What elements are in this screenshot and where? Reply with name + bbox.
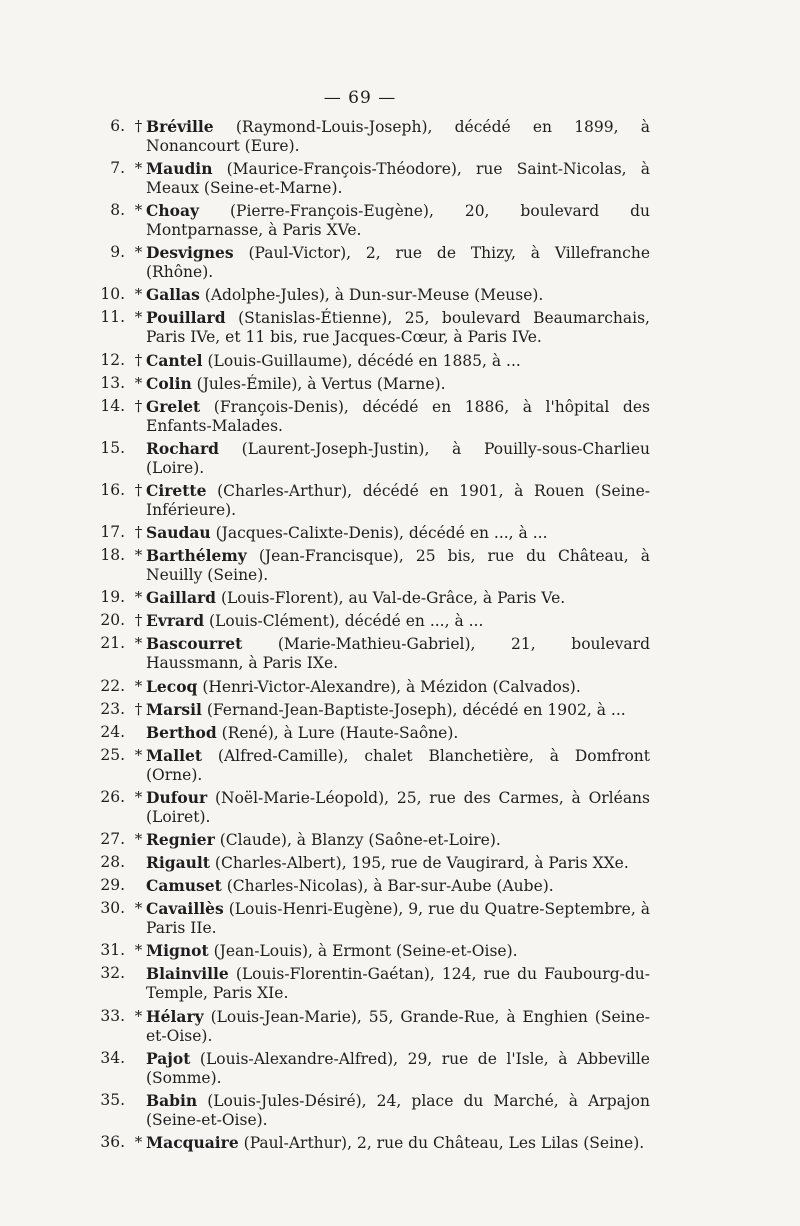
entry-mark: *: [134, 1132, 143, 1151]
entry-name: Evrard: [146, 611, 205, 631]
entry-number: 25.: [100, 745, 125, 764]
entry-details: (Louis-Guillaume), décédé en 1885, à ...: [207, 351, 521, 370]
entry-number: 15.: [100, 438, 125, 457]
entry-number: 19.: [100, 588, 125, 607]
list-item: [94, 1049, 650, 1088]
entry-name: Pouillard: [146, 308, 226, 328]
entry-text: [146, 964, 650, 1003]
entry-name: Bascourret: [146, 634, 243, 654]
entry-number: 27.: [100, 829, 125, 848]
entry-mark: *: [134, 308, 143, 327]
entry-text: [146, 159, 650, 198]
list-item: [94, 285, 650, 305]
list-item: [94, 746, 650, 785]
entry-details: (Paul-Arthur), 2, rue du Château, Les Lilas (Seine).: [243, 1133, 645, 1152]
list-item: [94, 397, 650, 436]
entry-name: Rochard: [146, 438, 219, 458]
entry-mark: *: [134, 373, 143, 392]
entry-mark: *: [134, 201, 143, 220]
entry-text: [146, 1091, 650, 1130]
entry-mark: †: [134, 480, 143, 499]
entry-name: Cirette: [146, 480, 207, 500]
entry-details: (Raymond-Louis-Joseph), décédé en 1899, à Nonancourt (Eure).: [146, 118, 650, 155]
entry-details: (Alfred-Camille), chalet Blanchetière, à Domfront (Orne).: [146, 746, 650, 784]
entry-text: [146, 1133, 650, 1153]
entry-number: 8.: [110, 201, 125, 220]
entry-mark: †: [134, 699, 143, 718]
list-item: [94, 439, 650, 478]
list-item: [94, 1133, 650, 1153]
entry-mark: *: [134, 745, 143, 764]
list-item: [94, 853, 650, 873]
entry-details: (Louis-Alexandre-Alfred), 29, rue de l'Isle, à Abbeville (Somme).: [146, 1049, 650, 1087]
entry-number: 17.: [100, 523, 125, 542]
entry-number: 16.: [100, 480, 125, 499]
entry-details: (Marie-Mathieu-Gabriel), 21, boulevard Haussmann, à Paris IXe.: [146, 635, 650, 673]
entry-mark: *: [134, 1006, 143, 1025]
entry-name: Berthod: [146, 722, 217, 742]
entry-number: 14.: [100, 396, 125, 415]
entry-text: [146, 723, 650, 743]
page-number: — 69 —: [323, 88, 397, 108]
entry-number: 11.: [100, 308, 125, 327]
entry-text: [146, 611, 650, 631]
list-item: [94, 1007, 650, 1046]
entry-number: 23.: [100, 699, 125, 718]
entry-details: (Paul-Victor), 2, rue de Thizy, à Villefranche (Rhône).: [146, 244, 650, 282]
entry-text: [146, 243, 650, 282]
entry-number: 36.: [100, 1132, 125, 1151]
entry-mark: †: [134, 350, 143, 369]
entry-name: Camuset: [146, 876, 222, 896]
list-item: [94, 1091, 650, 1130]
entry-mark: *: [134, 676, 143, 695]
entry-name: Choay: [146, 201, 199, 221]
list-item: [94, 374, 650, 394]
entry-details: (François-Denis), décédé en 1886, à l'hôpital des Enfants-Malades.: [146, 397, 650, 435]
entry-name: Hélary: [146, 1006, 204, 1026]
entry-details: (Charles-Arthur), décédé en 1901, à Rouen (Seine-Inférieure).: [146, 481, 650, 519]
list-item: [94, 588, 650, 608]
entry-name: Macquaire: [146, 1132, 239, 1152]
entry-details: (Louis-Jean-Marie), 55, Grande-Rue, à Enghien (Seine-et-Oise).: [146, 1007, 650, 1045]
list-item: [94, 201, 650, 240]
entry-number: 20.: [100, 611, 125, 630]
entry-number: 6.: [110, 117, 125, 135]
entry-details: (Stanislas-Étienne), 25, boulevard Beaumarchais, Paris IVe, et 11 bis, rue Jacques-Cœur, à Paris IVe.: [146, 309, 650, 347]
entry-name: Grelet: [146, 396, 201, 416]
entry-text: [146, 285, 650, 305]
list-item: [94, 830, 650, 850]
entry-number: 28.: [100, 853, 125, 872]
entry-text: [146, 1049, 650, 1088]
entry-text: [146, 351, 650, 371]
entry-list: [94, 117, 650, 1156]
entry-name: Dufour: [146, 787, 208, 807]
entry-name: Cantel: [146, 350, 203, 370]
entry-text: [146, 899, 650, 938]
entry-mark: †: [134, 117, 143, 135]
entry-number: 34.: [100, 1048, 125, 1067]
entry-text: [146, 876, 650, 896]
entry-mark: †: [134, 611, 143, 630]
entry-details: (Louis-Henri-Eugène), 9, rue du Quatre-Septembre, à Paris IIe.: [146, 900, 650, 938]
list-item: [94, 523, 650, 543]
entry-name: Gaillard: [146, 588, 216, 608]
entry-details: (Claude), à Blanzy (Saône-et-Loire).: [219, 830, 501, 849]
list-item: [94, 677, 650, 697]
entry-number: 31.: [100, 941, 125, 960]
entry-name: Colin: [146, 373, 192, 393]
list-item: [94, 634, 650, 673]
entry-name: Cavaillès: [146, 899, 224, 919]
entry-name: Mallet: [146, 745, 202, 765]
entry-text: [146, 588, 650, 608]
entry-name: Marsil: [146, 699, 202, 719]
entry-text: [146, 830, 650, 850]
entry-number: 22.: [100, 676, 125, 695]
entry-number: 26.: [100, 787, 125, 806]
entry-number: 12.: [100, 350, 125, 369]
entry-text: [146, 788, 650, 827]
entry-number: 29.: [100, 876, 125, 895]
entry-details: (Louis-Florentin-Gaétan), 124, rue du Faubourg-du-Temple, Paris XIe.: [146, 965, 650, 1003]
entry-mark: *: [134, 588, 143, 607]
entry-mark: *: [134, 829, 143, 848]
entry-details: (Adolphe-Jules), à Dun-sur-Meuse (Meuse).: [204, 286, 544, 305]
entry-details: (Jacques-Calixte-Denis), décédé en ..., à ...: [215, 524, 548, 543]
entry-text: [146, 439, 650, 478]
list-item: [94, 899, 650, 938]
entry-details: (Jules-Émile), à Vertus (Marne).: [196, 374, 446, 393]
entry-name: Lecoq: [146, 676, 198, 696]
entry-text: [146, 1007, 650, 1046]
entry-number: 18.: [100, 546, 125, 565]
entry-name: Bréville: [146, 117, 214, 136]
list-item: [94, 611, 650, 631]
entry-details: (Fernand-Jean-Baptiste-Joseph), décédé en 1902, à ...: [206, 700, 626, 719]
entry-number: 32.: [100, 964, 125, 983]
entry-name: Babin: [146, 1090, 198, 1110]
entry-mark: *: [134, 546, 143, 565]
entry-name: Barthélemy: [146, 546, 247, 566]
list-item: [94, 117, 650, 156]
entry-name: Pajot: [146, 1048, 191, 1068]
entry-mark: *: [134, 787, 143, 806]
entry-number: 35.: [100, 1090, 125, 1109]
entry-details: (Pierre-François-Eugène), 20, boulevard du Montparnasse, à Paris XVe.: [146, 202, 650, 240]
entry-mark: *: [134, 285, 143, 304]
entry-text: [146, 374, 650, 394]
list-item: [94, 308, 650, 347]
list-item: [94, 941, 650, 961]
entry-text: [146, 634, 650, 673]
entry-details: (Jean-Francisque), 25 bis, rue du Château, à Neuilly (Seine).: [146, 547, 650, 585]
entry-text: [146, 117, 650, 156]
entry-number: 33.: [100, 1006, 125, 1025]
list-item: [94, 700, 650, 720]
entry-name: Mignot: [146, 941, 209, 961]
entry-text: [146, 201, 650, 240]
entry-details: (Maurice-François-Théodore), rue Saint-Nicolas, à Meaux (Seine-et-Marne).: [146, 160, 650, 198]
entry-name: Desvignes: [146, 243, 234, 263]
entry-details: (Henri-Victor-Alexandre), à Mézidon (Calvados).: [202, 677, 581, 696]
entry-name: Blainville: [146, 964, 229, 984]
list-item: [94, 964, 650, 1003]
entry-mark: *: [134, 634, 143, 653]
list-item: [94, 243, 650, 282]
list-item: [94, 481, 650, 520]
entry-text: [146, 853, 650, 873]
entry-name: Regnier: [146, 829, 215, 849]
entry-number: 13.: [100, 373, 125, 392]
entry-text: [146, 481, 650, 520]
entry-text: [146, 523, 650, 543]
entry-text: [146, 941, 650, 961]
entry-mark: †: [134, 523, 143, 542]
entry-text: [146, 746, 650, 785]
entry-mark: †: [134, 396, 143, 415]
entry-text: [146, 546, 650, 585]
entry-text: [146, 397, 650, 436]
entry-mark: *: [134, 159, 143, 178]
entry-details: (Louis-Clément), décédé en ..., à ...: [208, 612, 484, 631]
entry-name: Saudau: [146, 523, 211, 543]
list-item: [94, 723, 650, 743]
entry-text: [146, 677, 650, 697]
entry-details: (Charles-Nicolas), à Bar-sur-Aube (Aube).: [226, 877, 554, 896]
entry-text: [146, 308, 650, 347]
entry-number: 30.: [100, 899, 125, 918]
entry-number: 9.: [110, 243, 125, 262]
entry-details: (Louis-Jules-Désiré), 24, place du Marché, à Arpajon (Seine-et-Oise).: [146, 1091, 650, 1129]
entry-number: 7.: [110, 159, 125, 178]
entry-name: Maudin: [146, 159, 213, 179]
list-item: [94, 788, 650, 827]
entry-details: (René), à Lure (Haute-Saône).: [221, 723, 459, 742]
entry-details: (Laurent-Joseph-Justin), à Pouilly-sous-Charlieu (Loire).: [146, 439, 650, 477]
list-item: [94, 351, 650, 371]
list-item: [94, 159, 650, 198]
entry-details: (Louis-Florent), au Val-de-Grâce, à Paris Ve.: [220, 589, 566, 608]
entry-number: 21.: [100, 634, 125, 653]
entry-number: 24.: [100, 722, 125, 741]
list-item: [94, 546, 650, 585]
entry-mark: *: [134, 899, 143, 918]
entry-details: (Jean-Louis), à Ermont (Seine-et-Oise).: [213, 942, 518, 961]
entry-text: [146, 700, 650, 720]
entry-details: (Charles-Albert), 195, rue de Vaugirard, à Paris XXe.: [214, 854, 629, 873]
entry-name: Gallas: [146, 285, 200, 305]
entry-mark: *: [134, 941, 143, 960]
entry-name: Rigault: [146, 853, 210, 873]
entry-number: 10.: [100, 285, 125, 304]
entry-details: (Noël-Marie-Léopold), 25, rue des Carmes, à Orléans (Loiret).: [146, 788, 650, 826]
entry-mark: *: [134, 243, 143, 262]
list-item: [94, 876, 650, 896]
